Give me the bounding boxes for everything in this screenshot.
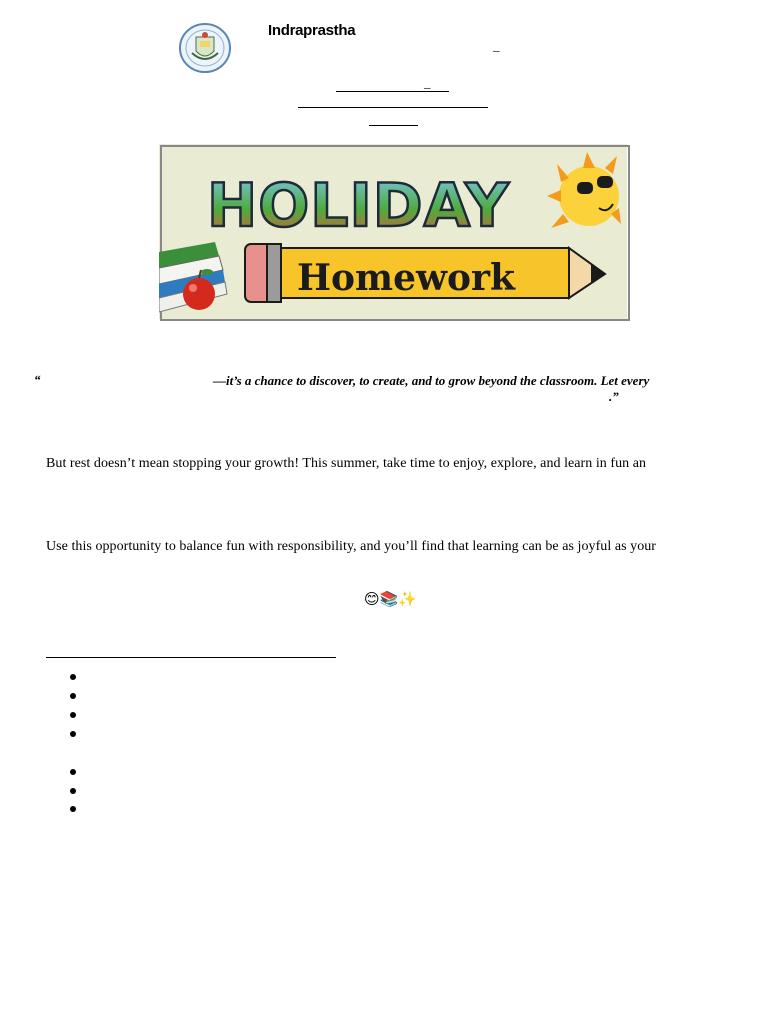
heading-underline [369,125,418,126]
heading-underline [336,91,449,92]
paragraph-2: Use this opportunity to balance fun with responsibility, and you’ll find that learning can be as joyful as your [46,539,657,554]
quote-open-mark: “ [34,372,41,387]
school-name: Indraprastha [268,22,356,39]
bullet-point [70,788,76,794]
banner-title: HOLIDAY [207,171,510,241]
holiday-homework-banner [159,144,631,322]
title-dash: _ [493,38,500,53]
bullet-point [70,674,76,680]
paragraph-1: But rest doesn’t mean stopping your growth! This summer, take time to enjoy, explore, and learn in fun an [46,456,647,471]
bullet-point [70,731,76,737]
heading-underline [298,107,488,108]
subtitle-dash: _ [424,75,431,90]
section-heading-underline [46,657,336,658]
bullet-point [70,693,76,699]
quote-close-mark: .” [609,389,619,404]
banner-subtitle: Homework [297,257,515,299]
bullet-point [70,712,76,718]
bullet-point [70,769,76,775]
emoji-row: 😊📚✨ [364,590,417,608]
school-logo [179,23,231,73]
bullet-point [70,806,76,812]
quote-text: —it’s a chance to discover, to create, and to grow beyond the classroom. Let every [213,373,650,388]
